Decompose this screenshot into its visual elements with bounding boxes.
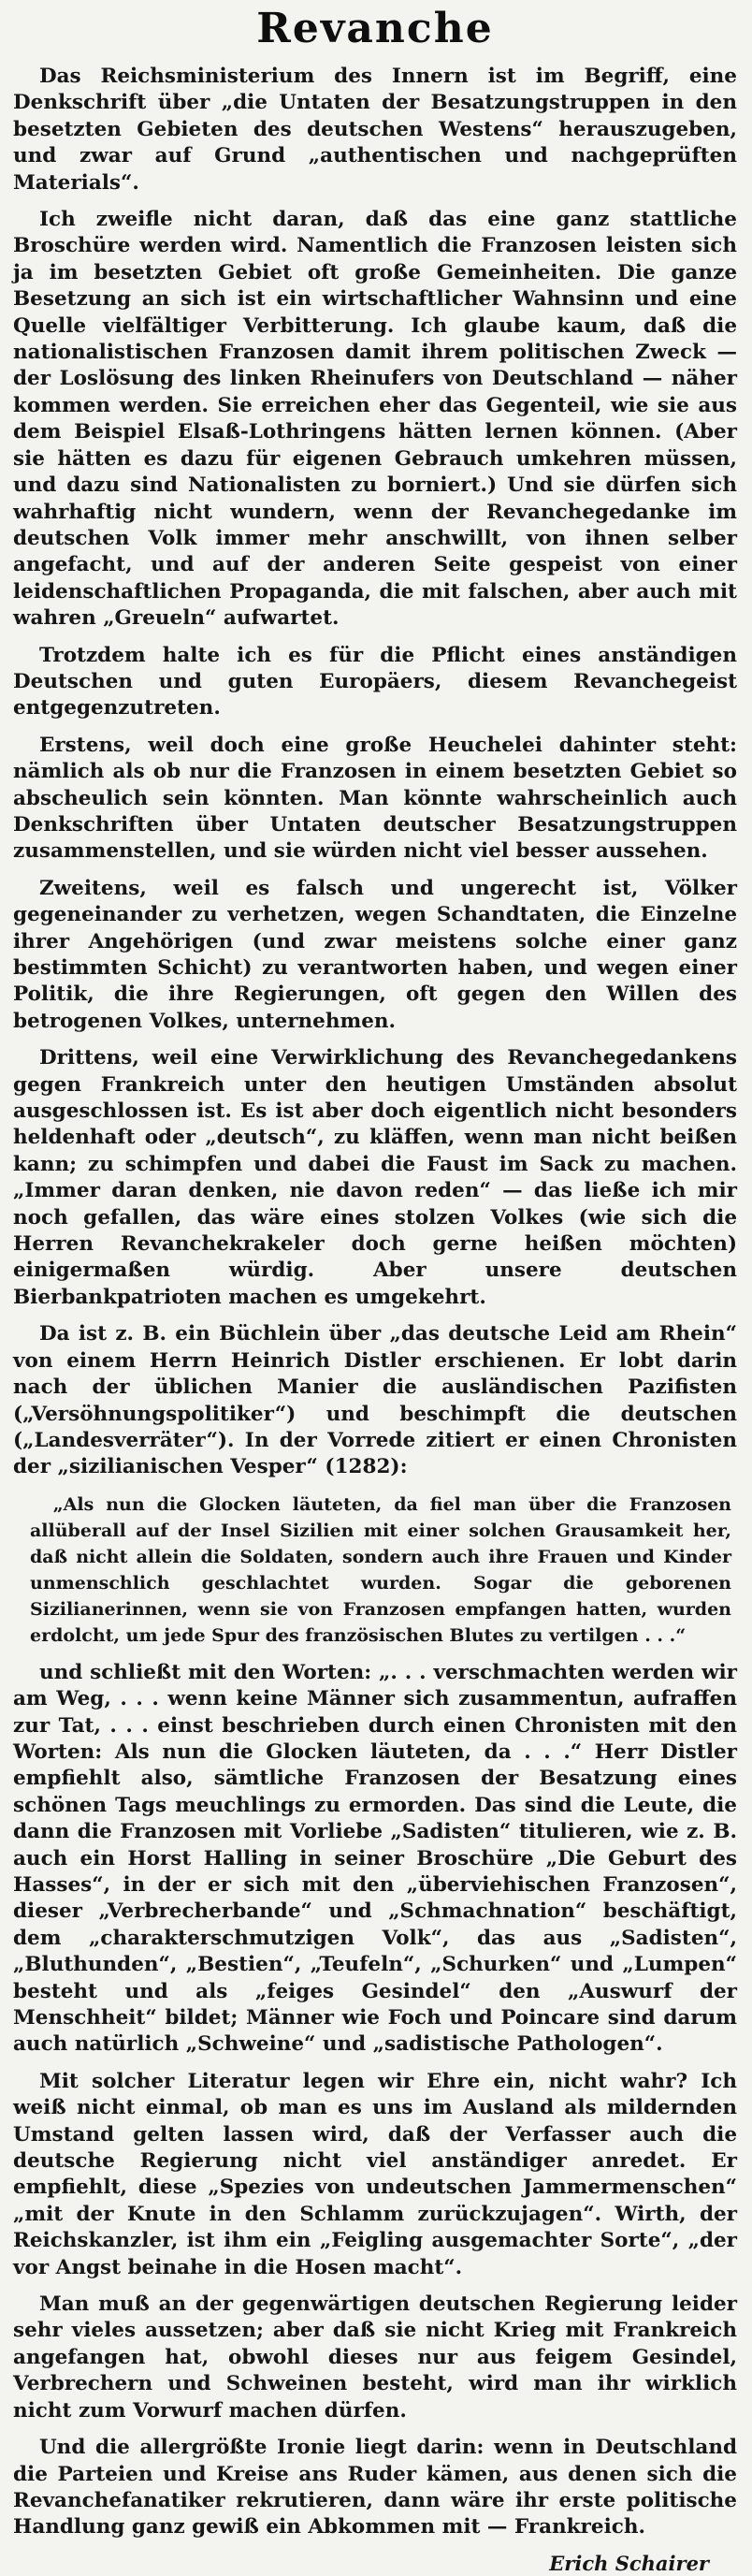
paragraph-distler: Da ist z. B. ein Büchlein über „das deutsche Leid am Rhein“ von einem Herrn Heinrich Distler erschienen. Er lobt darin nach der üblichen Manier die ausländischen Pazifisten („Versöhnungspolitiker“) und beschimpft die deutschen („Landesverräter“). In der Vorrede zitiert er einen Chronisten der „sizilianischen Vesper“ (1282): bbox=[13, 1322, 737, 1479]
paragraph-duty: Trotzdem halte ich es für die Pflicht eines anständigen Deutschen und guten Europäers, diesem Revanchegeist entgegenzutreten. bbox=[13, 643, 737, 720]
chronicle-quote: „Als nun die Glocken läuteten, da fiel man über die Franzosen allüberall auf der Insel Sizilien mit einer solchen Grausamkeit her, daß nicht allein die Soldaten, sondern auch ihre Frauen und Kinder unmenschlich geschlachtet wurden. Sogar die geborenen Sizilianerinnen, wenn sie von Franzosen empfangen hatten, wurden erdolcht, um jede Spur des französischen Blutes zu vertilgen . . .“ bbox=[30, 1493, 731, 1646]
headline: Revanche bbox=[256, 5, 494, 52]
paragraph-closing-words: und schließt mit den Worten: „. . . verschmachten werden wir am Weg, . . . wenn keine Männer sich zusammentun, aufraffen zur Tat, . . . einst beschrieben durch einen Chronisten mit den Worten: Als nun die Glocken läuteten, da . . .“ Herr Distler empfiehlt also, sämtliche Franzosen der Besatzung eines schönen Tags meuchlings zu ermorden. Das sind die Leute, die dann die Franzosen mit Vorliebe „Sadisten“ titulieren, wie z. B. auch ein Horst Halling in seiner Broschüre „Die Geburt des Hasses“, in der er sich mit den „überviehischen Franzosen“, dieser „Verbrecherbande“ und „Schmachnation“ beschäftigt, dem „charakterschmutzigen Volk“, das aus „Sadisten“, „Bluthunden“, „Bestien“, „Teufeln“, „Schurken“ und „Lumpen“ besteht und als „feiges Gesindel“ den „Auswurf der Menschheit“ bildet; Männer wie Foch und Poincare sind darum auch natürlich „Schweine“ und „sadistische Pathologen“. bbox=[13, 1660, 737, 2057]
paragraph-intro: Das Reichsministerium des Innern ist im Begriff, eine Denkschrift über „die Untaten der Besatzungstruppen in den besetzten Gebieten des deutschen Westens“ herauszugeben, und zwar auf Grund „authentischen und nachgeprüften Materials“. bbox=[13, 65, 737, 195]
paragraph-government: Man muß an der gegenwärtigen deutschen Regierung leider sehr vieles aussetzen; aber daß sie nicht Krieg mit Frankreich angefangen hat, obwohl dieses nur aus feigem Gesindel, Verbrechern und Schweinen besteht, wird man ihr wirklich nicht zum Vorwurf machen dürfen. bbox=[13, 2292, 737, 2423]
article-body bbox=[13, 64, 737, 2541]
paragraph-second: Zweitens, weil es falsch und ungerecht ist, Völker gegeneinander zu verhetzen, wegen Schandtaten, die Einzelne ihrer Angehörigen (und zwar meistens solche einer ganz bestimmten Schicht) zu verantworten haben, und wegen einer Politik, die ihre Regierungen, oft gegen den Willen des betrogenen Volkes, unternehmen. bbox=[13, 876, 737, 1033]
paragraph-brochure: Ich zweifle nicht daran, daß das eine ganz stattliche Broschüre werden wird. Namentlich die Franzosen leisten sich ja im besetzten Gebiet oft große Gemeinheiten. Die ganze Besetzung an sich ist ein wirtschaftlicher Wahnsinn und eine Quelle vielfältiger Verbitterung. Ich glaube kaum, daß die nationalistischen Franzosen damit ihrem politischen Zweck — der Loslösung des linken Rheinufers von Deutschland — näher kommen werden. Sie erreichen eher das Gegenteil, wie sie aus dem Beispiel Elsaß-Lothringens hätten lernen können. (Aber sie hätten es dazu für eigenen Gebrauch umkehren müssen, und dazu sind Nationalisten zu borniert.) Und sie dürfen sich wahrhaftig nicht wundern, wenn der Revanchegedanke im deutschen Volk immer mehr anschwillt, von ihnen selber angefacht, und auf der anderen Seite gespeist von einer leidenschaftlichen Propaganda, die mit falschen, aber auch mit wahren „Greueln“ aufwartet. bbox=[13, 208, 737, 631]
paragraph-third: Drittens, weil eine Verwirklichung des Revanchegedankens gegen Frankreich unter den heutigen Umständen absolut ausgeschlossen ist. Es ist aber doch eigentlich nicht besonders heldenhaft oder „deutsch“, zu kläffen, wenn man nicht beißen kann; zu schimpfen und dabei die Faust im Sack zu machen. „Immer daran denken, nie davon reden“ — das ließe ich mir noch gefallen, das wäre eines stolzen Volkes (wie sich die Herren Revanchekrakeler doch gerne heißen möchten) einigermaßen würdig. Aber unsere deutschen Bierbankpatrioten machen es umgekehrt. bbox=[13, 1046, 737, 1309]
author-signature: Erich Schairer bbox=[549, 2551, 709, 2575]
paragraph-irony: Und die allergrößte Ironie liegt darin: wenn in Deutschland die Parteien und Kreise ans Ruder kämen, aus denen sich die Revanchefanatiker rekrutieren, dann wäre ihr erste politische Handlung ganz gewiß ein Abkommen mit — Frankreich. bbox=[13, 2436, 737, 2540]
paragraph-first: Erstens, weil doch eine große Heuchelei dahinter steht: nämlich als ob nur die Franzosen in einem besetzten Gebiet so abscheulich sein könnten. Man könnte wahrscheinlich auch Denkschriften über Untaten deutscher Besatzungstruppen zusammenstellen, und sie würden nicht viel besser aussehen. bbox=[13, 733, 737, 864]
paragraph-literature: Mit solcher Literatur legen wir Ehre ein, nicht wahr? Ich weiß nicht einmal, ob man es uns im Ausland als mildernden Umstand gelten lassen wird, daß der Verfasser auch die deutsche Regierung nicht viel anständiger anredet. Er empfiehlt, diese „Spezies von undeutschen Jammermenschen“ „mit der Knute in den Schlamm zurückzujagen“. Wirth, der Reichskanzler, ist ihm ein „Feigling ausgemachter Sorte“, „der vor Angst beinahe in die Hosen macht“. bbox=[13, 2069, 737, 2279]
